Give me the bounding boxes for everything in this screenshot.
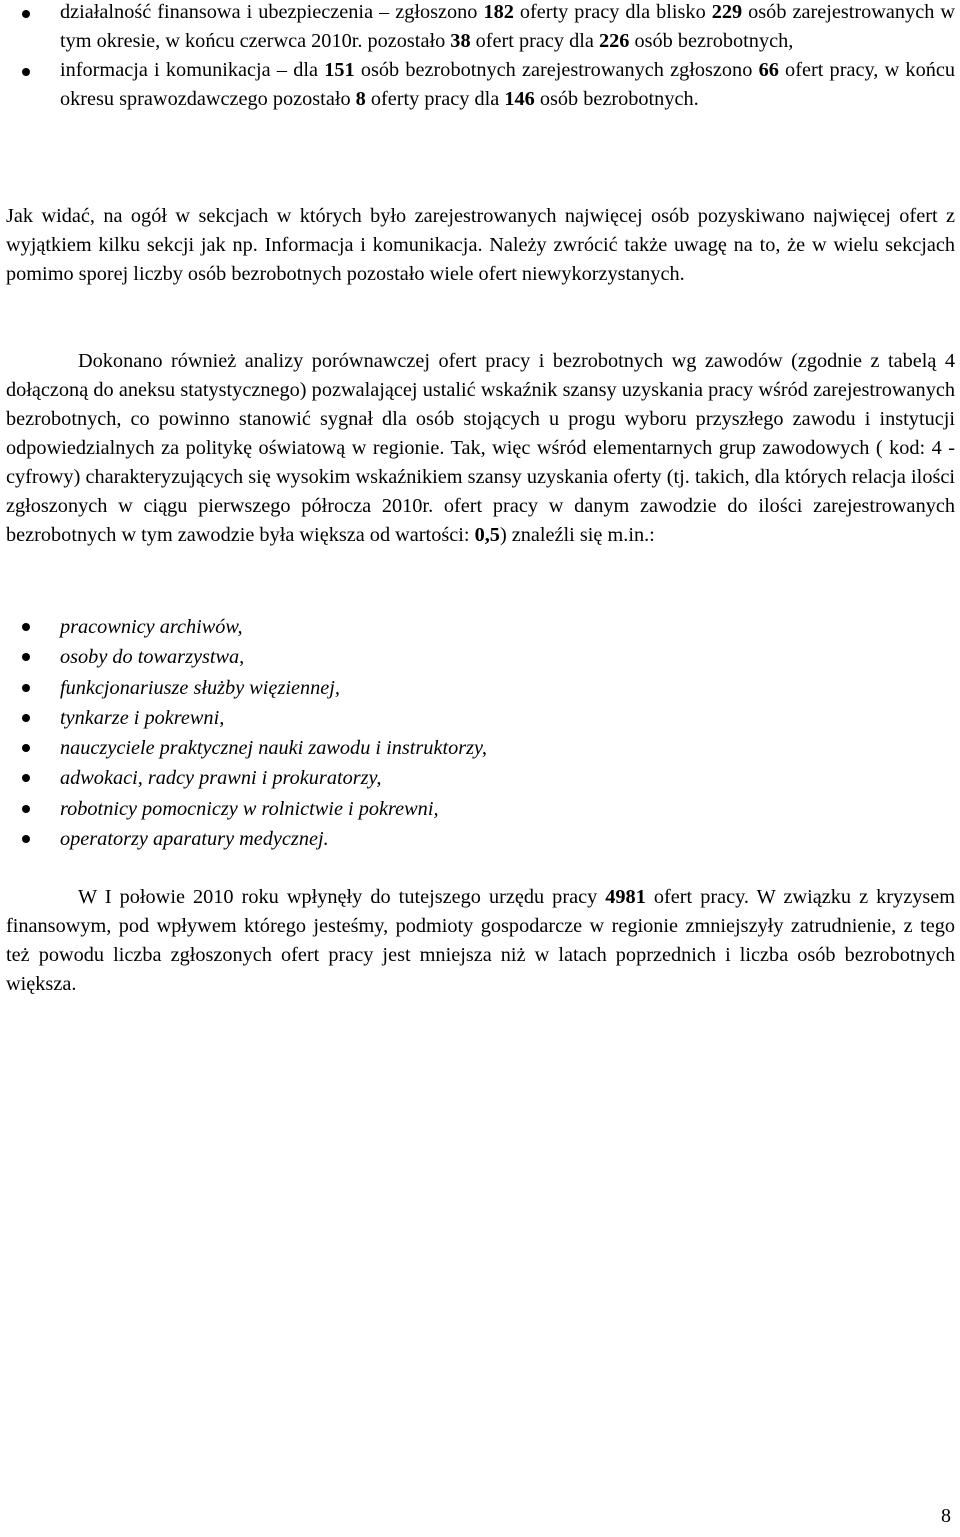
list-item	[0, 733, 955, 763]
paragraph-job-offers-2010	[6, 883, 955, 999]
bullet-icon	[22, 684, 30, 692]
list-item	[0, 703, 955, 733]
paragraph-text: Dokonano również analizy porównawczej ofert pracy i bezrobotnych wg zawodów (zgodnie z tabelą 4 dołączoną do aneksu statystycznego) pozwalającej ustalić wskaźnik szansy uzyskania pracy wśród zarejestrowanych bezrobotnych, co powinno stanowić sygnał dla osób stojących u progu wyboru przyszłego zawodu i instytucji odpowiedzialnych za politykę oświatową w regionie. Tak, więc wśród elementarnych grup zawodowych ( kod: 4 - cyfrowy) charakteryzujących się wysokim wskaźnikiem szansy uzyskania oferty (tj. takich, dla których relacja ilości zgłoszonych w ciągu pierwszego półrocza 2010r. ofert pracy w danym zawodzie do ilości zarejestrowanych bezrobotnych w tym zawodzie była większa od wartości:	[6, 350, 955, 546]
list-item-text: osób bezrobotnych.	[534, 88, 699, 110]
offers-count: 182	[483, 1, 514, 23]
occupation-label: robotnicy pomocniczy w rolnictwie i pokrewni,	[60, 797, 439, 820]
bullet-icon	[22, 623, 30, 631]
paragraph-text: W I połowie 2010 roku wpłynęły do tutejszego urzędu pracy	[78, 886, 606, 908]
bullet-icon	[22, 805, 30, 813]
bullet-icon	[22, 744, 30, 752]
list-item	[0, 673, 955, 703]
list-item-text: oferty pracy dla	[365, 88, 505, 110]
unemployed-count: 146	[504, 88, 535, 110]
list-item-text: osób bezrobotnych,	[629, 30, 794, 52]
list-item	[0, 0, 955, 56]
list-item-text: ofert pracy, w końcu okresu sprawozdawczego pozostało	[60, 59, 955, 110]
threshold-value: 0,5	[474, 524, 500, 546]
occupation-label: adwokaci, radcy prawni i prokuratorzy,	[60, 767, 382, 790]
sector-offers-list	[0, 0, 955, 114]
remaining-offers-count: 38	[450, 30, 471, 52]
paragraph-text: ) znaleźli się m.in.:	[499, 524, 655, 546]
paragraph-text: ofert pracy. W związku z kryzysem finansowym, pod wpływem którego jesteśmy, podmioty gospodarcze w regionie zmniejszyły zatrudnienie, z tego też powodu liczba zgłoszonych ofert pracy jest mniejsza niż w latach poprzednich i liczba osób bezrobotnych większa.	[6, 886, 955, 995]
list-item	[0, 612, 955, 642]
list-item-text: osób bezrobotnych zarejestrowanych zgłoszono	[354, 59, 759, 81]
occupation-label: tynkarze i pokrewni,	[60, 706, 225, 729]
bullet-icon	[22, 835, 30, 843]
list-item	[0, 794, 955, 824]
list-item-text: oferty pracy dla blisko	[513, 1, 712, 23]
paragraph-sections-summary: Jak widać, na ogół w sekcjach w których było zarejestrowanych najwięcej osób pozyskiwano najwięcej ofert z wyjątkiem kilku sekcji jak np. Informacja i komunikacja. Należy zwrócić także uwagę na to, że w wielu sekcjach pomimo sporej liczby osób bezrobotnych pozostało wiele ofert niewykorzystanych.	[6, 205, 955, 285]
remaining-offers-count: 8	[355, 88, 366, 110]
unemployed-count: 226	[598, 30, 630, 52]
occupation-label: operatorzy aparatury medycznej.	[60, 828, 329, 851]
bullet-icon	[22, 68, 30, 76]
occupation-label: osoby do towarzystwa,	[60, 646, 245, 669]
bullet-icon	[22, 653, 30, 661]
occupations-list	[0, 612, 955, 854]
offers-count: 66	[758, 59, 779, 81]
list-item-text: osób zarejestrowanych w tym okresie, w końcu czerwca 2010r. pozostało	[60, 1, 955, 52]
registered-count: 151	[324, 59, 355, 81]
bullet-icon	[22, 10, 30, 18]
list-item-text: działalność finansowa i ubezpieczenia – zgłoszono	[60, 1, 484, 23]
list-item	[0, 56, 955, 114]
paragraph-occupation-analysis	[6, 347, 955, 550]
list-item	[0, 642, 955, 672]
list-item	[0, 824, 955, 854]
registered-count: 229	[711, 1, 743, 23]
bullet-icon	[22, 774, 30, 782]
occupation-label: funkcjonariusze służby więziennej,	[60, 676, 340, 699]
bullet-icon	[22, 714, 30, 722]
occupation-label: nauczyciele praktycznej nauki zawodu i instruktorzy,	[60, 737, 487, 760]
list-item-text: informacja i komunikacja – dla	[60, 59, 325, 81]
list-item-text: ofert pracy dla	[470, 30, 599, 52]
list-item	[0, 763, 955, 793]
page-number: 8	[941, 1505, 951, 1527]
occupation-label: pracownicy archiwów,	[60, 616, 243, 638]
total-offers-count: 4981	[605, 886, 646, 908]
